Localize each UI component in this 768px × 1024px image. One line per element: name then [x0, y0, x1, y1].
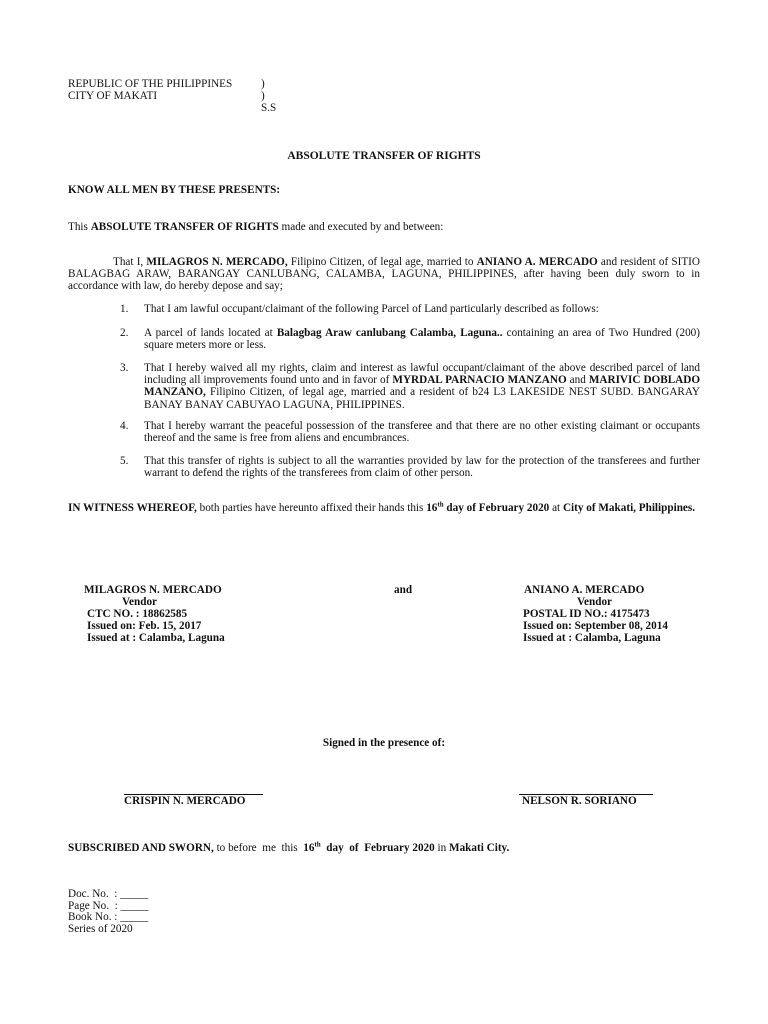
item-text: and: [566, 374, 589, 387]
notarial-register: [68, 889, 148, 935]
spouse-name: ANIANO A. MERCADO: [476, 256, 598, 268]
vendor-right-issued-on: Issued on: September 08, 2014: [523, 620, 668, 632]
item-number: 5.: [120, 455, 129, 467]
witness-place: City of Makati, Philippines.: [562, 502, 696, 514]
jurat-place: Makati City.: [449, 842, 510, 854]
party-text-3: and resident of SITIO BALAGBAG ARAW, BARANGAY CANLUBANG, CALAMBA, LAGUNA, PHILIPPINES, after having been duly sworn to in accordance with law, do hereby depose and say;: [68, 256, 700, 293]
vendor-left-role: Vendor: [122, 596, 158, 608]
list-item-3: [120, 362, 700, 411]
book-no: Book No. : _____: [68, 911, 149, 923]
list-item-1: [120, 303, 700, 315]
item-number: 2.: [120, 327, 129, 339]
list-item-4: [120, 420, 700, 444]
and-connector: and: [394, 584, 413, 596]
witness-day: 16: [426, 502, 438, 514]
presence-heading: Signed in the presence of:: [322, 737, 446, 749]
series-year: Series of 2020: [68, 922, 133, 935]
vendor-left-issued-on: Issued on: Feb. 15, 2017: [87, 620, 202, 632]
document-title: ABSOLUTE TRANSFER OF RIGHTS: [287, 150, 481, 162]
page-no: Page No. : _____: [68, 899, 149, 912]
vendor-right-name: ANIANO A. MERCADO: [524, 584, 645, 596]
venue-republic: REPUBLIC OF THE PHILIPPINES: [68, 78, 233, 90]
vendor-right-id: POSTAL ID NO.: 4175473: [523, 608, 650, 620]
vendor-right-role: Vendor: [577, 596, 613, 608]
vendor-left-name: MILAGROS N. MERCADO: [84, 584, 222, 596]
witness-date: day of February 2020: [443, 502, 550, 514]
witness-text-2: at: [549, 502, 563, 514]
transferee-name-1: MYRDAL PARNACIO MANZANO: [392, 374, 567, 387]
vendor-left-block: [84, 584, 225, 644]
item-number: 3.: [120, 362, 129, 374]
witness-left-name: CRISPIN N. MERCADO: [124, 795, 246, 807]
list-item-2: [120, 327, 700, 351]
witness-text-1: both parties have hereunto affixed their hands this: [196, 502, 427, 514]
doc-no: Doc. No. : _____: [68, 888, 149, 900]
jurat-paragraph: [68, 842, 509, 854]
venue-city: CITY OF MAKATI: [68, 90, 158, 102]
witness-day-suffix: th: [437, 500, 444, 509]
vendor-left-id: CTC NO. : 18862585: [87, 608, 188, 620]
item-text: That I am lawful occupant/claimant of the following Parcel of Land particularly described as follows:: [144, 303, 599, 315]
item-text: That I hereby waived all my rights, claim and interest as lawful occupant/claimant of the above described parcel of land including all improvements found unto and in favor of: [144, 362, 700, 387]
jurat-day-suffix: th: [314, 840, 321, 849]
venue-ss: ) S.S: [261, 90, 277, 114]
item-number: 4.: [120, 420, 129, 432]
vendor-right-block: [520, 584, 668, 644]
item-text: Filipino Citizen, of legal age, married and a resident of b24 L3 LAKESIDE NEST SUBD. BANGARAY BANAY BANAY CABUYAO LAGUNA, PHILIPPINES.: [144, 386, 700, 411]
vendor-right-issued-at: Issued at : Calamba, Laguna: [523, 632, 661, 644]
witness-lead: IN WITNESS WHEREOF,: [68, 502, 197, 514]
party-text-2: Filipino Citizen, of legal age, married to: [287, 256, 477, 268]
item-text: That this transfer of rights is subject to all the warranties provided by law for the protection of the transferees and further warrant to defend the rights of the transferees from claim of other person.: [144, 455, 700, 480]
jurat-lead: SUBSCRIBED AND SWORN,: [68, 842, 214, 854]
venue-paren-1: ): [261, 78, 265, 90]
item-text: A parcel of lands located at: [144, 327, 277, 339]
intro-text-1: This: [68, 221, 91, 233]
jurat-text-2: in: [434, 842, 450, 854]
jurat-day: 16: [303, 842, 315, 854]
vendor-left-issued-at: Issued at : Calamba, Laguna: [87, 632, 225, 644]
item-text: containing an area of Two Hundred (200) square meters more or less.: [144, 327, 700, 352]
party-text-1: That I,: [113, 256, 147, 268]
party-paragraph: [68, 256, 700, 293]
venue-header: [68, 78, 277, 114]
item-text: That I hereby warrant the peaceful possession of the transferee and that there are no other existing claimant or occupants thereof and the same is free from aliens and encumbrances.: [144, 420, 700, 445]
know-all-heading: KNOW ALL MEN BY THESE PRESENTS:: [68, 184, 281, 196]
item-location: Balagbag Araw canlubang Calamba, Laguna..: [276, 327, 503, 339]
jurat-date: day of February 2020: [320, 842, 435, 854]
vendor-name: MILAGROS N. MERCADO,: [146, 256, 288, 268]
intro-bold: ABSOLUTE TRANSFER OF RIGHTS: [90, 221, 279, 233]
intro-paragraph: [68, 221, 443, 233]
jurat-text-1: to before me this: [213, 842, 304, 854]
intro-text-2: made and executed by and between:: [278, 221, 444, 233]
list-item-5: [120, 455, 700, 479]
witness-right-name: NELSON R. SORIANO: [522, 795, 637, 807]
transferee-name-2: MARIVIC DOBLADO MANZANO,: [144, 374, 701, 399]
item-number: 1.: [120, 303, 129, 315]
witness-clause: [68, 502, 700, 514]
